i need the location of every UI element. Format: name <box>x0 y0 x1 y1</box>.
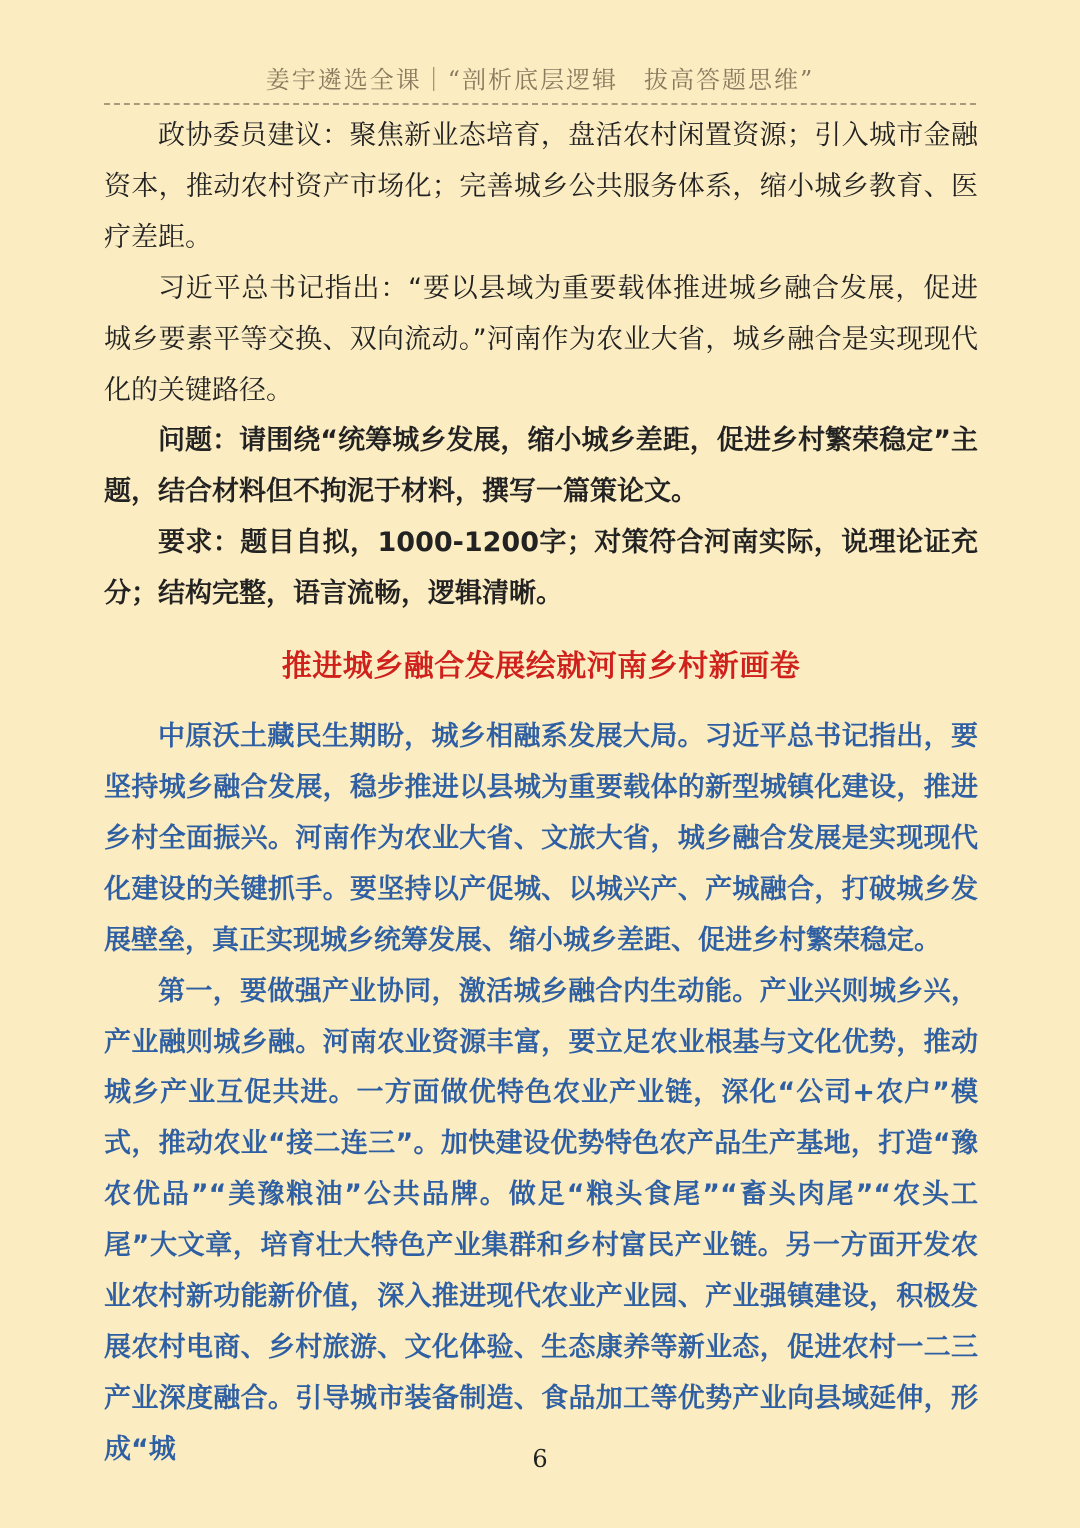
question-text: 问题：请围绕“统筹城乡发展，缩小城乡差距，促进乡村繁荣稳定”主题，结合材料但不拘泥于材料，撰写一篇策论文。 <box>104 425 978 508</box>
material-paragraph-1: 政协委员建议：聚焦新业态培育，盘活农村闲置资源；引入城市金融资本，推动农村资产市场化；完善城乡公共服务体系，缩小城乡教育、医疗差距。 <box>104 120 978 253</box>
material-paragraph-2: 习近平总书记指出：“要以县域为重要载体推进城乡融合发展，促进城乡要素平等交换、双向流动。”河南作为农业大省，城乡融合是实现现代化的关键路径。 <box>104 272 978 406</box>
page-number: 6 <box>532 1445 548 1473</box>
page-header: 姜宇遴选全课｜“剖析底层逻辑 拔高答题思维” <box>265 66 815 94</box>
essay-paragraph-1: 中原沃土藏民生期盼，城乡相融系发展大局。习近平总书记指出，要坚持城乡融合发展，稳步推进以县城为重要载体的新型城镇化建设，推进乡村全面振兴。河南作为农业大省、文旅大省，城乡融合发展是实现现代化建设的关键抓手。要坚持以产促城、以城兴产、产城融合，打破城乡发展壁垒，真正实现城乡统筹发展、缩小城乡差距、促进乡村繁荣稳定。 <box>104 721 978 956</box>
essay-paragraph-2: 第一，要做强产业协同，激活城乡融合内生动能。产业兴则城乡兴，产业融则城乡融。河南农业资源丰富，要立足农业根基与文化优势，推动城乡产业互促共进。一方面做优特色农业产业链，深化“公司+农户”模式，推动农业“接二连三”。加快建设优势特色农产品生产基地，打造“豫农优品”“美豫粮油”公共品牌。做足“粮头食尾”“畜头肉尾”“农头工尾”大文章，培育壮大特色产业集群和乡村富民产业链。另一方面开发农业农村新功能新价值，深入推进现代农业产业园、产业强镇建设，积极发展农村电商、乡村旅游、文化体验、生态康养等新业态，促进农村一二三产业深度融合。引导城市装备制造、食品加工等优势产业向县域延伸，形成“城 <box>104 975 978 1465</box>
header-divider <box>104 103 976 105</box>
essay-title: 推进城乡融合发展绘就河南乡村新画卷 <box>281 649 801 685</box>
requirements-text: 要求：题目自拟，1000-1200字；对策符合河南实际，说理论证充分；结构完整，语言流畅，逻辑清晰。 <box>104 527 978 610</box>
page-content <box>104 111 978 1476</box>
